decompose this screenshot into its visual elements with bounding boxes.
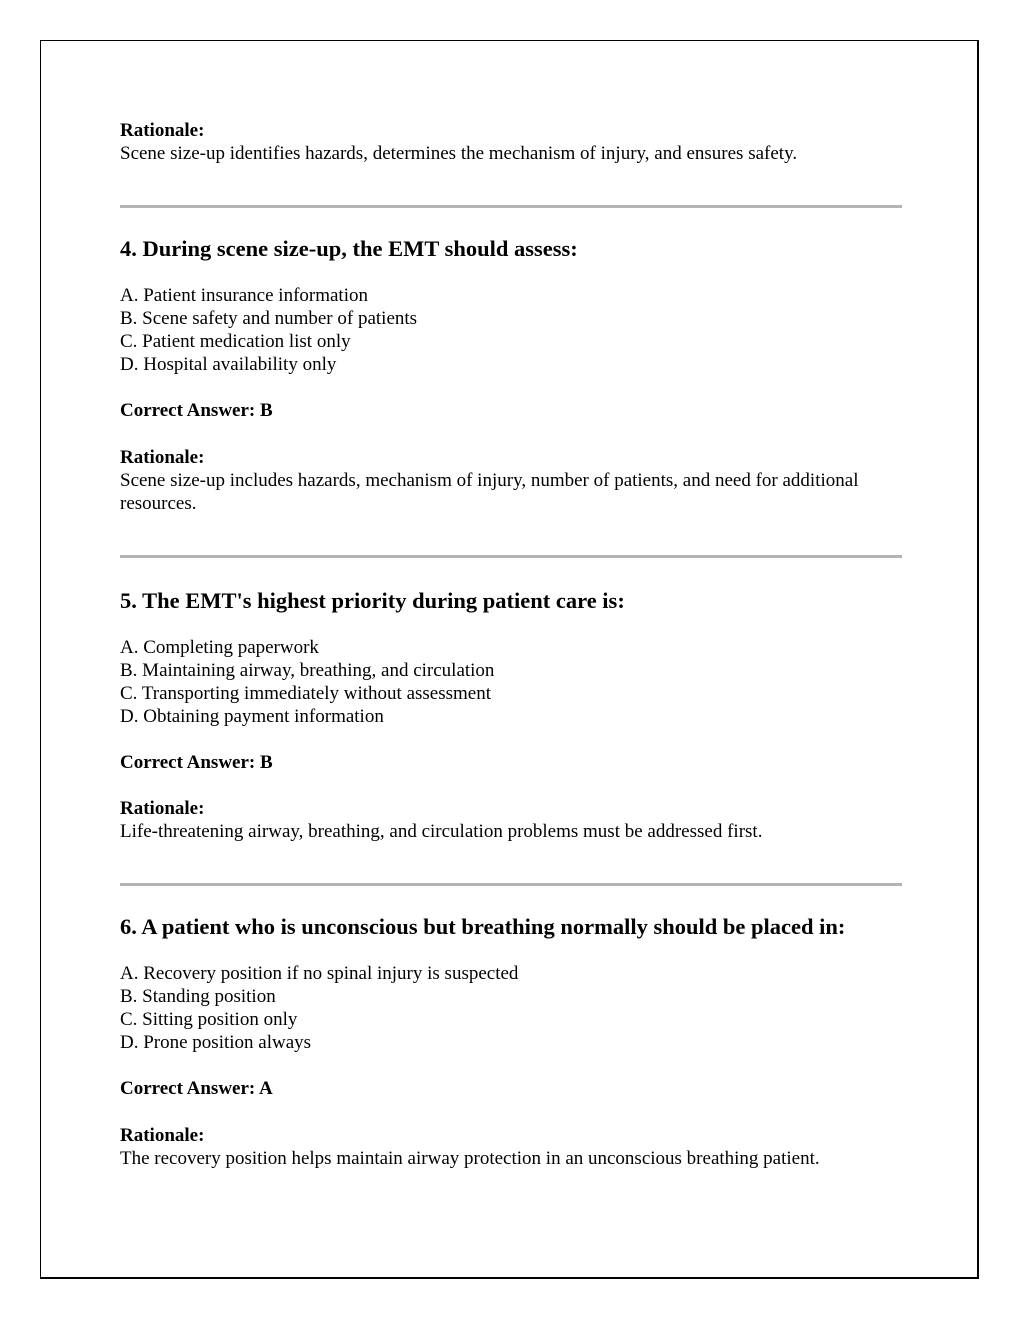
rationale-label: Rationale: (120, 1125, 205, 1146)
correct-answer: Correct Answer: B (120, 400, 273, 421)
rationale-text: Scene size-up identifies hazards, determines the mechanism of injury, and ensures safety. (120, 143, 798, 164)
option-d: D. Obtaining payment information (120, 706, 384, 727)
question-title: 5. The EMT's highest priority during patient care is: (120, 588, 625, 613)
answer-options (120, 636, 902, 728)
document-content (120, 119, 902, 1170)
question-4 (120, 235, 902, 515)
question-5 (120, 587, 902, 843)
option-c: C. Sitting position only (120, 1009, 298, 1030)
rationale-label: Rationale: (120, 447, 205, 468)
section-divider (120, 883, 902, 886)
option-a: A. Recovery position if no spinal injury is suspected (120, 963, 519, 984)
option-c: C. Patient medication list only (120, 331, 351, 352)
option-b: B. Scene safety and number of patients (120, 308, 418, 329)
option-d: D. Prone position always (120, 1032, 312, 1053)
rationale-text: The recovery position helps maintain airway protection in an unconscious breathing patient. (120, 1148, 820, 1169)
section-divider (120, 205, 902, 208)
section-divider (120, 555, 902, 558)
correct-answer: Correct Answer: A (120, 1078, 273, 1099)
option-a: A. Patient insurance information (120, 285, 368, 306)
option-d: D. Hospital availability only (120, 354, 337, 375)
question-6 (120, 913, 902, 1170)
answer-options (120, 284, 902, 376)
rationale-label: Rationale: (120, 120, 205, 141)
answer-options (120, 962, 902, 1054)
rationale-text: Life-threatening airway, breathing, and circulation problems must be addressed first. (120, 821, 763, 842)
question-title: 4. During scene size-up, the EMT should assess: (120, 236, 578, 261)
correct-answer: Correct Answer: B (120, 752, 273, 773)
option-b: B. Maintaining airway, breathing, and circulation (120, 660, 495, 681)
rationale-label: Rationale: (120, 798, 205, 819)
option-b: B. Standing position (120, 986, 276, 1007)
option-c: C. Transporting immediately without assessment (120, 683, 492, 704)
question-title: 6. A patient who is unconscious but breathing normally should be placed in: (120, 914, 846, 939)
option-a: A. Completing paperwork (120, 637, 319, 658)
rationale-text: Scene size-up includes hazards, mechanism of injury, number of patients, and need for additional resources. (120, 470, 859, 514)
